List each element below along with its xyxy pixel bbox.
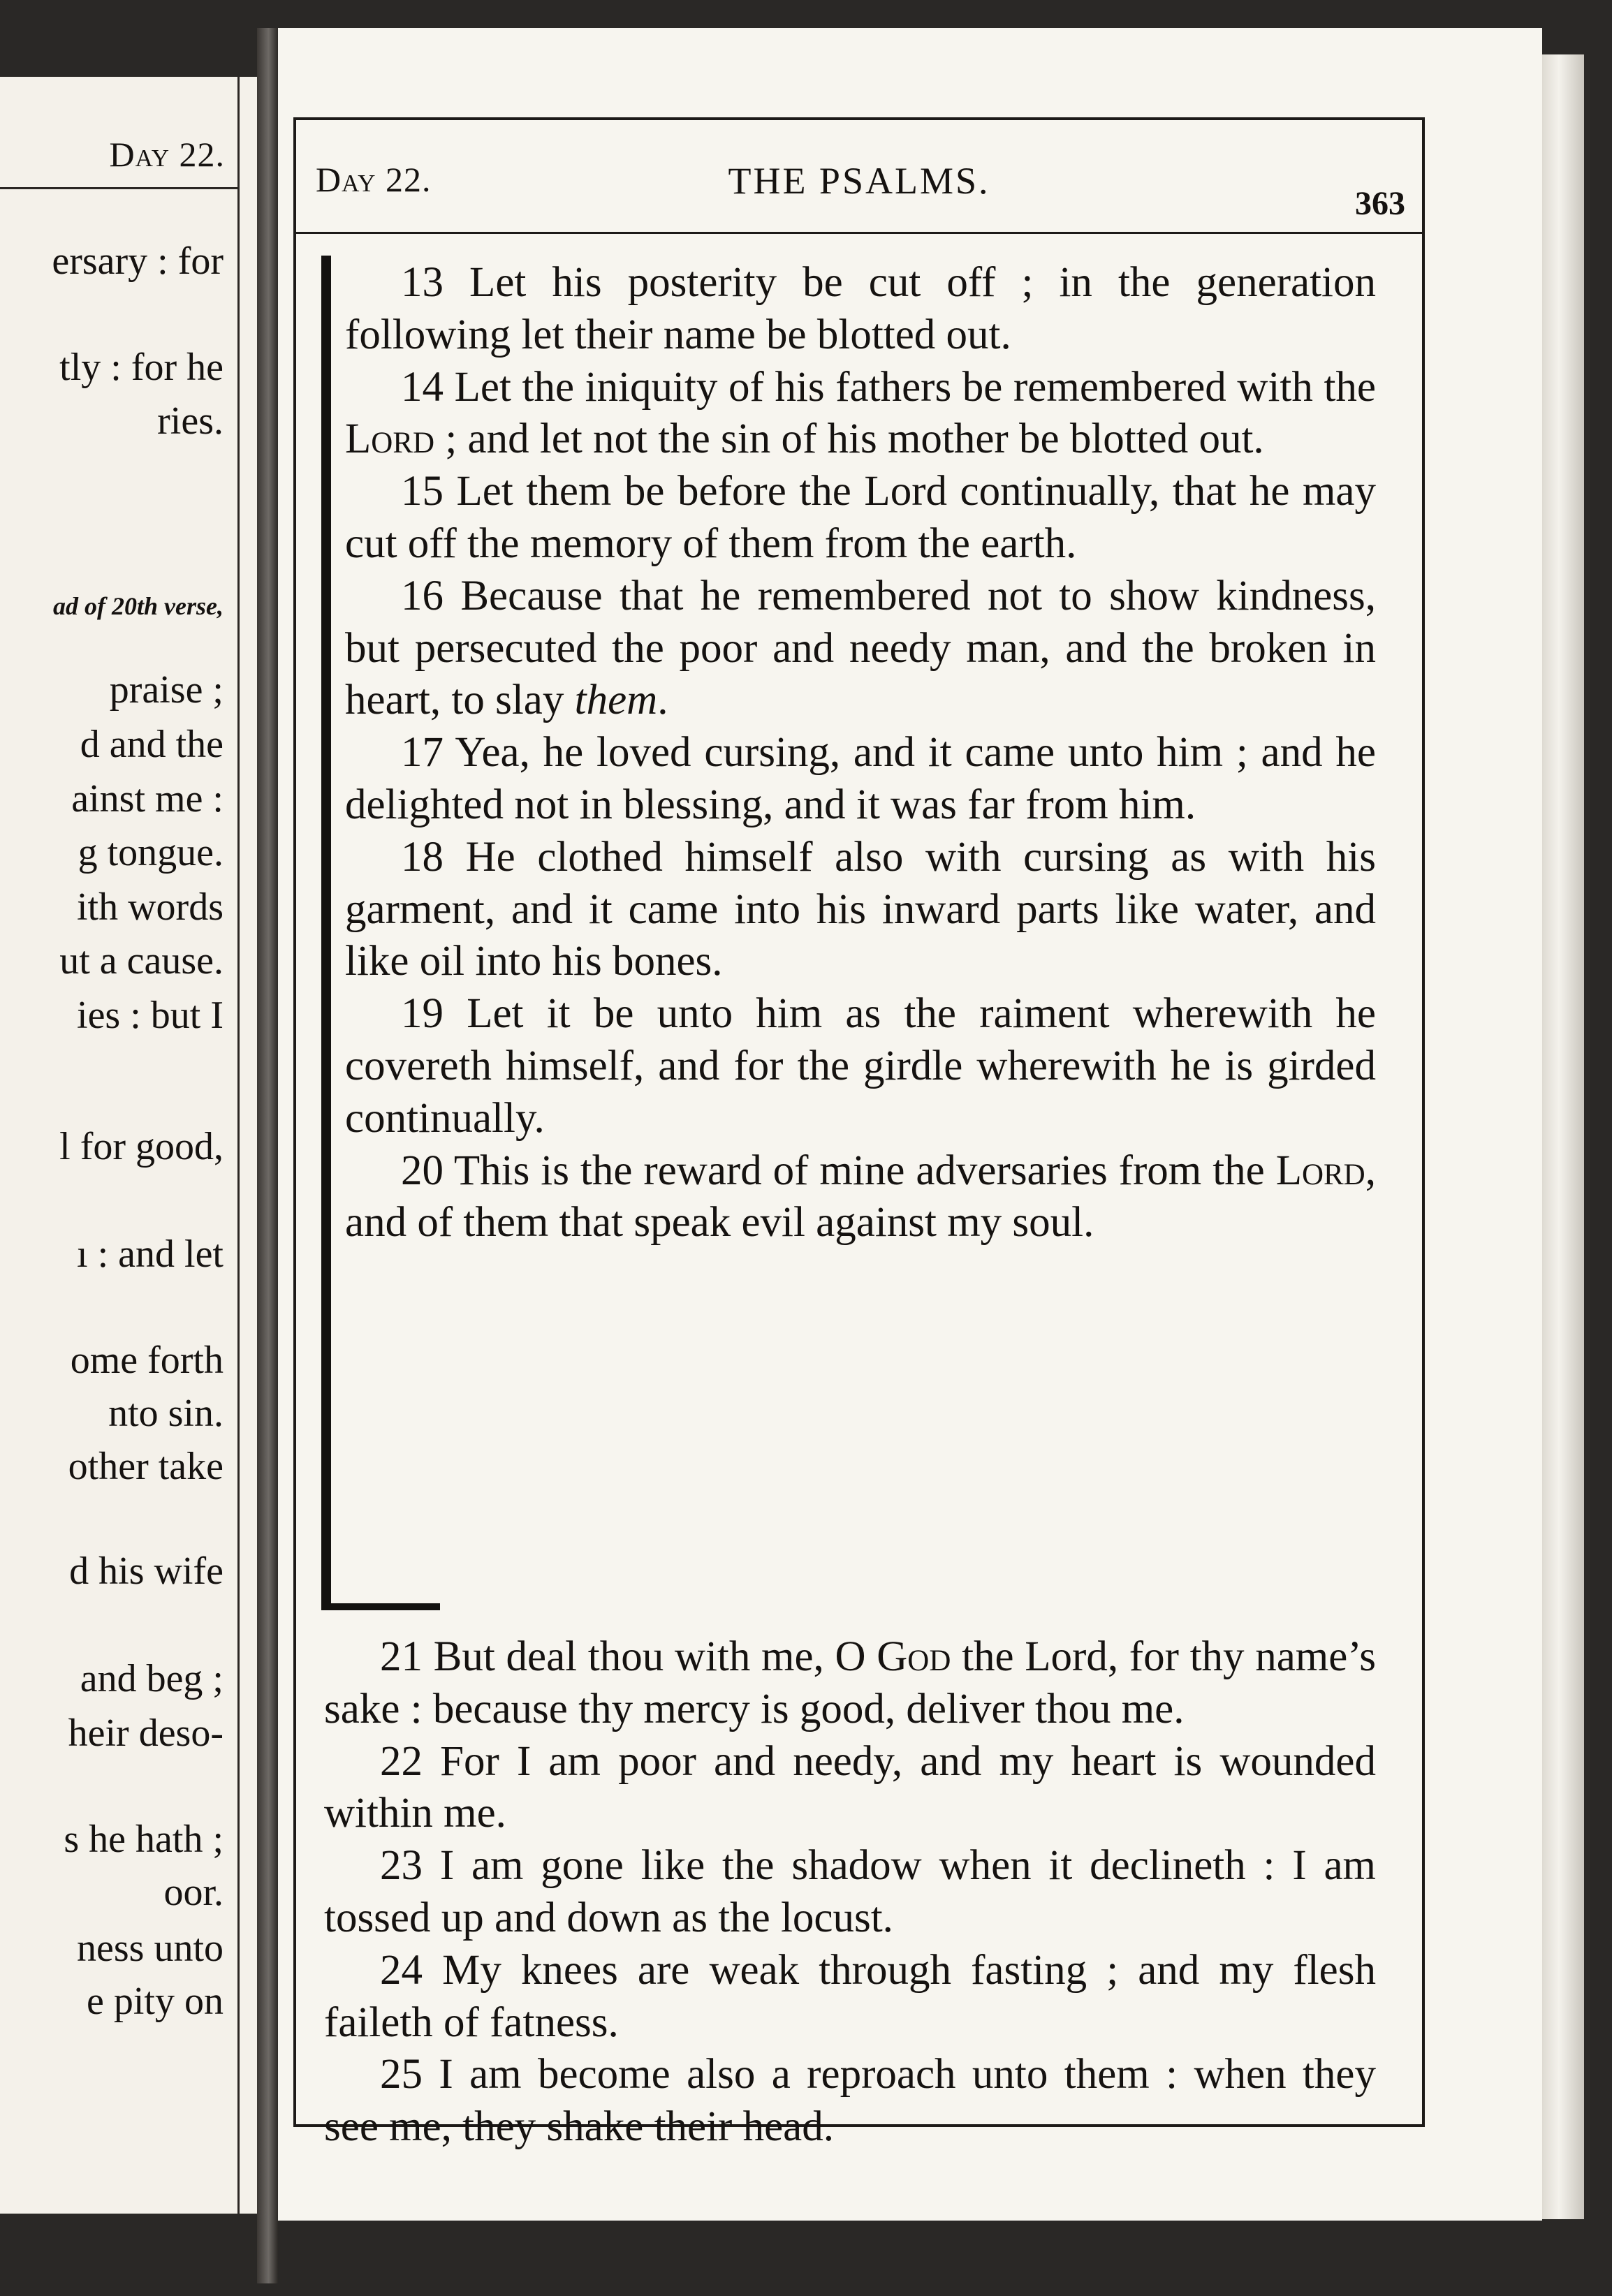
verse-small-caps: Lord — [1275, 1147, 1365, 1194]
verse-15: 15 Let them be before the Lord continually, that he may cut off the memory of them from the earth. — [345, 468, 1376, 567]
left-facing-page — [0, 77, 257, 2214]
left-header-rule — [0, 187, 237, 189]
verse-14 — [345, 362, 1376, 466]
left-line: d his wife — [69, 1550, 224, 1593]
left-line: s he hath ; — [64, 1818, 224, 1861]
verse-text: 21 But deal thou with me, O — [380, 1633, 877, 1680]
verse-text: the Lord, for thy name’s sake : because thy mercy is good, deliver thou me. — [324, 1633, 1376, 1732]
verse-small-caps: God — [877, 1633, 951, 1680]
verse-text: 16 Because that he remembered not to show kindness, but persecuted the poor and needy man, and the broken in heart, to slay — [345, 572, 1376, 724]
header-day: Day 22. — [316, 160, 432, 199]
left-line: l for good, — [59, 1125, 224, 1168]
verse-25: 25 I am become also a reproach unto them : when they see me, they shake their head. — [324, 2051, 1376, 2151]
left-line: ness unto — [77, 1927, 224, 1970]
left-line: e pity on — [87, 1980, 224, 2023]
verse-text: , and of them that speak evil against my soul. — [345, 1147, 1376, 1246]
verse-small-caps: Lord — [345, 415, 435, 463]
verse-22: 22 For I am poor and needy, and my heart is wounded within me. — [324, 1737, 1376, 1837]
left-line: nto sin. — [108, 1392, 224, 1435]
verse-20 — [345, 1145, 1376, 1250]
verse-13: 13 Let his posterity be cut off ; in the generation following let their name be blotted out. — [345, 259, 1376, 358]
verse-text: 14 Let the iniquity of his fathers be remembered with the — [401, 363, 1376, 411]
page-frame — [293, 117, 1425, 2151]
page-edge — [1542, 54, 1584, 2219]
left-page-frame — [0, 77, 240, 2214]
left-line: ı : and let — [77, 1232, 224, 1276]
verse-24: 24 My knees are weak through fasting ; and my flesh faileth of fatness. — [324, 1946, 1376, 2046]
main-page — [278, 28, 1542, 2221]
book-spine — [257, 28, 278, 2283]
left-line: ut a cause. — [59, 939, 224, 983]
left-line: ies : but I — [77, 994, 224, 1037]
verse-text: 20 This is the reward of mine adversaries from the — [401, 1147, 1276, 1194]
left-line: praise ; — [109, 668, 224, 712]
left-line: and beg ; — [80, 1657, 224, 1700]
verse-text: ; and let not the sin of his mother be blotted out. — [434, 415, 1264, 463]
left-line: ome forth — [70, 1339, 224, 1382]
running-header — [296, 120, 1422, 234]
left-line: g tongue. — [78, 831, 224, 874]
left-line: oor. — [163, 1871, 224, 1914]
left-line: heir deso- — [68, 1712, 224, 1755]
verse-19: 19 Let it be unto him as the raiment wherewith he covereth himself, and for the girdle wherewith he is girded continually. — [345, 990, 1376, 1142]
left-line: ainst me : — [71, 777, 224, 820]
verse-16 — [345, 571, 1376, 727]
verse-18: 18 He clothed himself also with cursing as with his garment, and it came into his inward parts like water, and like oil into his bones. — [345, 833, 1376, 985]
verse-italic: them — [574, 677, 658, 724]
verse-17: 17 Yea, he loved cursing, and it came unto him ; and he delighted not in blessing, and it was far from him. — [345, 729, 1376, 828]
verse-21 — [324, 1631, 1376, 1736]
left-line: tly : for he — [59, 346, 224, 389]
bracketed-verses — [345, 257, 1376, 1249]
left-line: ries. — [157, 399, 224, 443]
left-line: other take — [68, 1445, 224, 1488]
left-line: ad of 20th verse, — [53, 592, 224, 620]
left-line: ersary : for — [52, 240, 224, 283]
left-line: ith words — [77, 885, 224, 929]
remaining-verses — [324, 1631, 1376, 2154]
left-page-header: Day 22. — [109, 135, 225, 174]
verse-text: . — [657, 677, 668, 724]
verse-23: 23 I am gone like the shadow when it declineth : I am tossed up and down as the locust. — [324, 1842, 1376, 1941]
page-number: 363 — [1355, 185, 1405, 222]
header-title: THE PSALMS. — [728, 160, 990, 202]
left-line: d and the — [80, 723, 224, 766]
